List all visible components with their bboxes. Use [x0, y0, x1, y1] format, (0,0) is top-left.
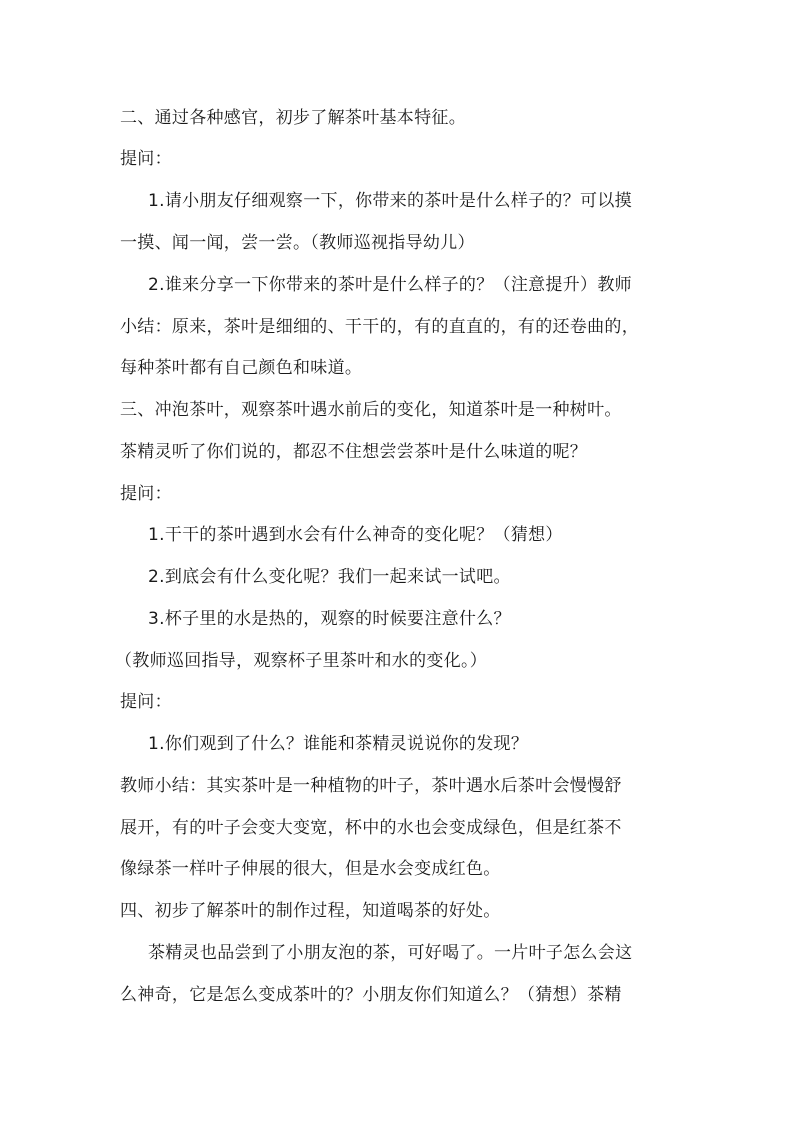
teacher-note: （教师巡回指导，观察杯子里茶叶和水的变化。）: [115, 651, 488, 671]
question-item-1-cont: 一摸、闻一闻，尝一尝。（教师巡视指导幼儿）: [120, 233, 475, 253]
question-item-3: 3.杯子里的水是热的，观察的时候要注意什么？: [148, 609, 511, 629]
paragraph-tea-making: 茶精灵也品尝到了小朋友泡的茶，可好喝了。一片叶子怎么会这: [148, 943, 633, 963]
teacher-summary-2: 教师小结：其实茶叶是一种植物的叶子，茶叶遇水后茶叶会慢慢舒: [120, 776, 622, 796]
section-heading-3: 三、冲泡茶叶，观察茶叶遇水前后的变化，知道茶叶是一种树叶。: [120, 400, 622, 420]
question-item-1: 1.你们观到了什么？谁能和茶精灵说说你的发现？: [148, 734, 529, 754]
question-item-2: 2.谁来分享一下你带来的茶叶是什么样子的？（注意提升）教师: [148, 275, 632, 295]
question-label: 提问：: [120, 484, 172, 504]
teacher-summary-2-end: 像绿茶一样叶子伸展的很大，但是水会变成红色。: [120, 859, 501, 879]
question-item-1: 1.请小朋友仔细观察一下，你带来的茶叶是什么样子的？可以摸: [148, 191, 632, 211]
section-heading-4: 四、初步了解茶叶的制作过程，知道喝茶的好处。: [120, 901, 501, 921]
section-heading-2: 二、通过各种感官，初步了解茶叶基本特征。: [120, 108, 466, 128]
teacher-summary-2-cont: 展开，有的叶子会变大变宽，杯中的水也会变成绿色，但是红茶不: [120, 818, 622, 838]
paragraph-tea-making-cont: 么神奇，它是怎么变成茶叶的？小朋友你们知道么？（猜想）茶精: [120, 985, 622, 1005]
paragraph-tea-spirit: 茶精灵听了你们说的，都忍不住想尝尝茶叶是什么味道的呢？: [120, 442, 588, 462]
teacher-summary-1-cont: 每种茶叶都有自己颜色和味道。: [120, 358, 363, 378]
question-label: 提问：: [120, 692, 172, 712]
question-item-1: 1.干干的茶叶遇到水会有什么神奇的变化呢？（猜想）: [148, 525, 563, 545]
question-item-2: 2.到底会有什么变化呢？我们一起来试一试吧。: [148, 567, 511, 587]
teacher-summary-1: 小结：原来，茶叶是细细的、干干的，有的直直的，有的还卷曲的，: [120, 317, 639, 337]
question-label: 提问：: [120, 149, 172, 169]
